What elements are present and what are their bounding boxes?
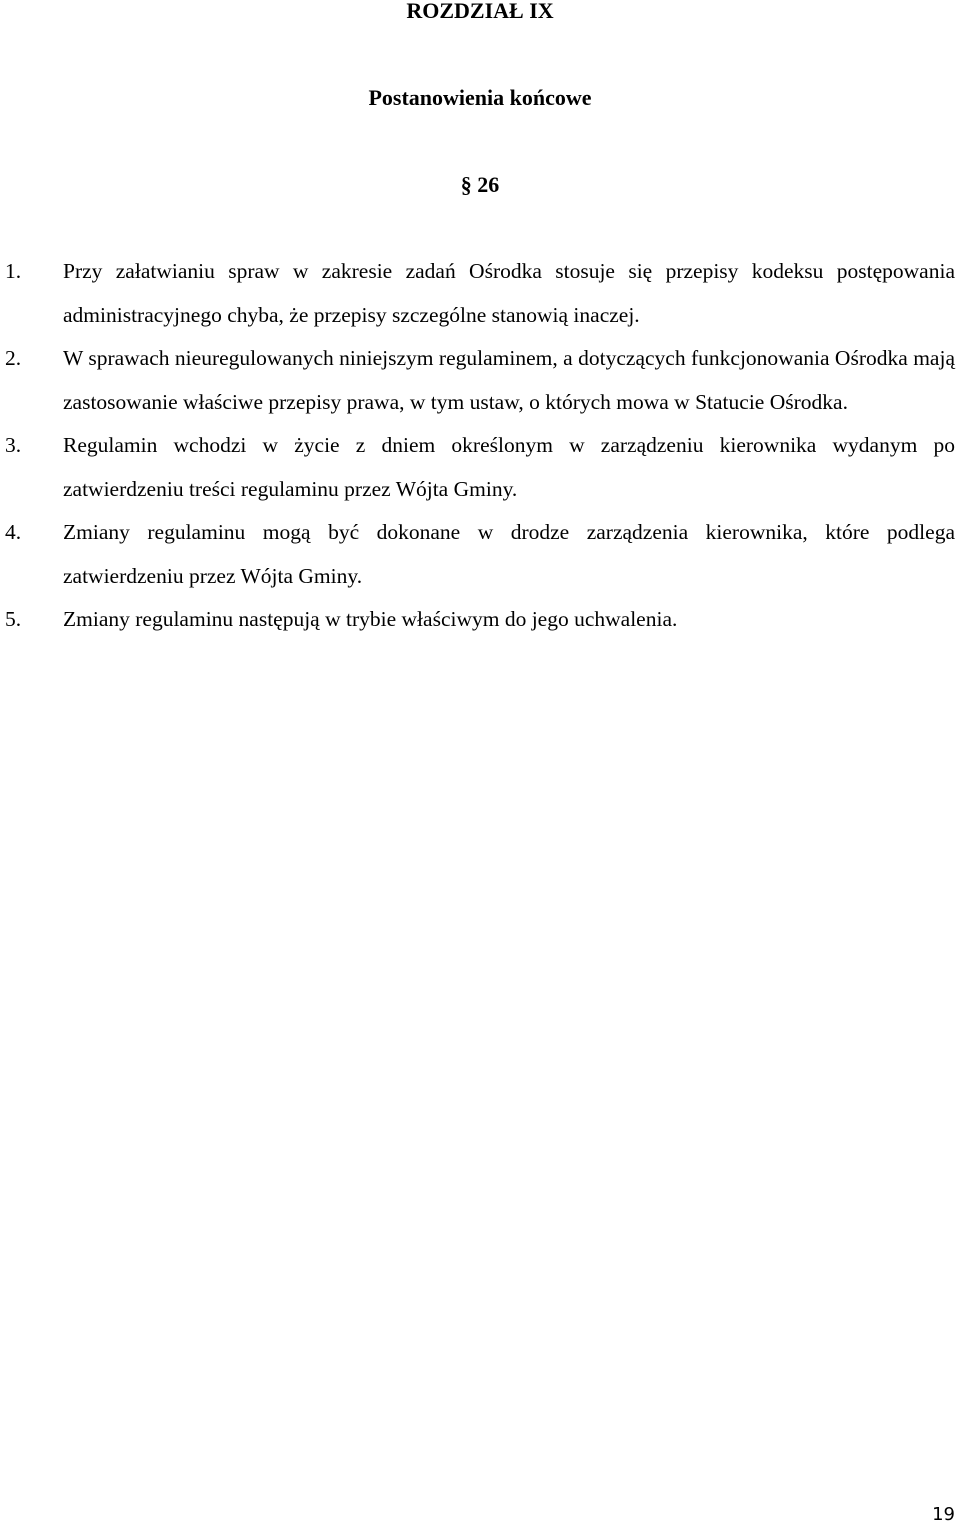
provision-number: 4. xyxy=(5,520,22,544)
provision-item-2 xyxy=(0,337,955,424)
provision-number: 1. xyxy=(5,259,22,283)
section-title: Postanowienia końcowe xyxy=(368,85,592,110)
provision-number: 5. xyxy=(5,607,22,631)
provision-text: Zmiany regulaminu następują w trybie właściwym do jego uchwalenia. xyxy=(63,607,678,631)
provision-text: Przy załatwianiu spraw w zakresie zadań Ośrodka stosuje się przepisy kodeksu postępowania administracyjnego chyba, że przepisy szczególne stanowią inaczej. xyxy=(63,259,955,327)
paragraph-number: § 26 xyxy=(460,172,500,197)
provision-item-1 xyxy=(0,250,955,337)
provision-item-3 xyxy=(0,424,955,511)
page-number: 19 xyxy=(932,1504,955,1525)
provision-text: W sprawach nieuregulowanych niniejszym regulaminem, a dotyczących funkcjonowania Ośrodka mają zastosowanie właściwe przepisy prawa, w tym ustaw, o których mowa w Statucie Ośrodka. xyxy=(63,346,955,414)
provision-text: Regulamin wchodzi w życie z dniem określonym w zarządzeniu kierownika wydanym po zatwierdzeniu treści regulaminu przez Wójta Gminy. xyxy=(63,433,955,501)
provision-item-4 xyxy=(0,511,955,598)
provision-number: 2. xyxy=(5,346,22,370)
chapter-title: ROZDZIAŁ IX xyxy=(406,0,554,23)
provision-text: Zmiany regulaminu mogą być dokonane w drodze zarządzenia kierownika, które podlega zatwierdzeniu przez Wójta Gminy. xyxy=(63,520,955,588)
provision-item-5 xyxy=(0,598,955,642)
provisions-list xyxy=(0,250,955,642)
provision-number: 3. xyxy=(5,433,22,457)
